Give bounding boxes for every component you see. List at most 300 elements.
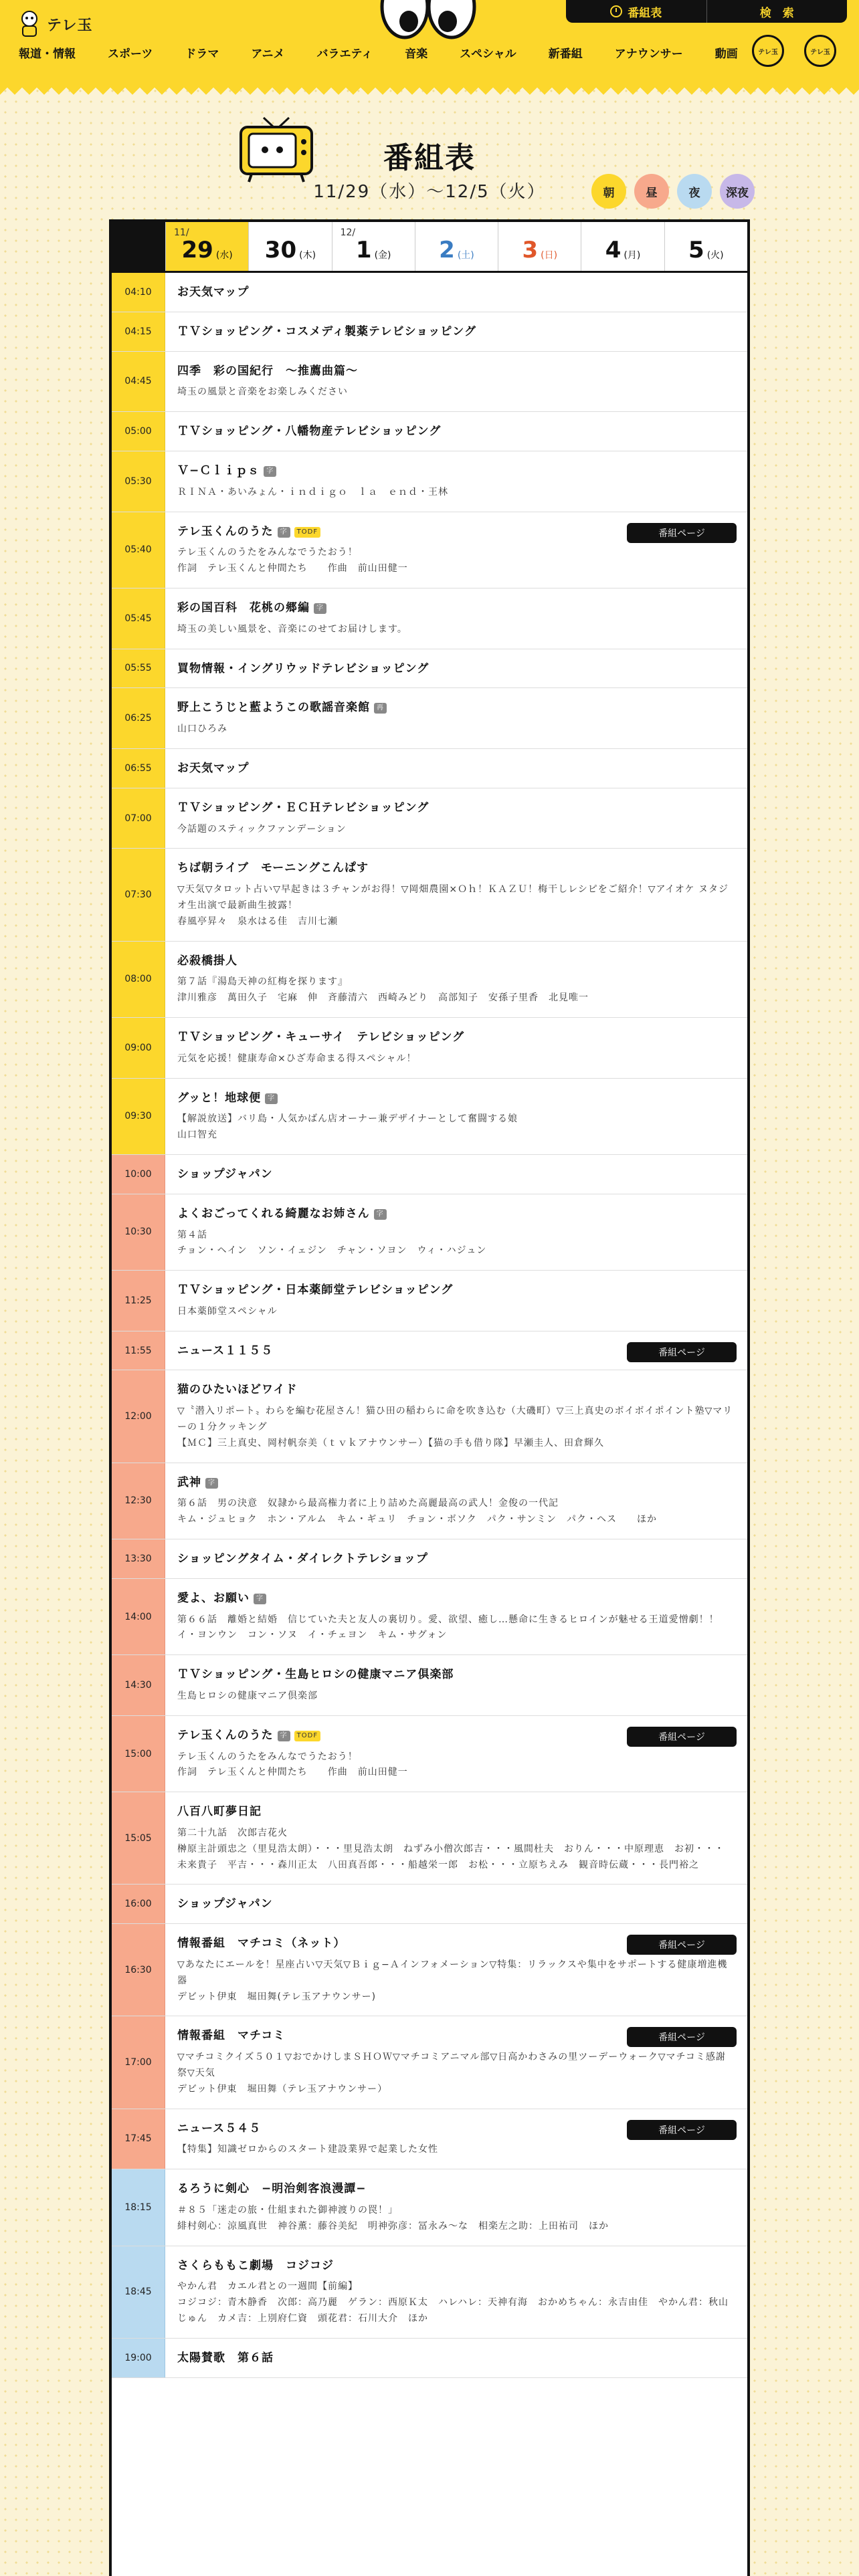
program-title[interactable]: 必殺橋掛人	[177, 954, 237, 968]
program-description	[177, 2279, 734, 2327]
program-body	[165, 1194, 747, 1270]
schedule-link[interactable]	[566, 0, 706, 23]
program-row	[112, 788, 747, 849]
program-start-time: 16:30	[112, 1924, 165, 2016]
program-description-line: 緋村剣心：涼風真世 神谷薫：藤谷美紀 明神弥彦：冨永み〜な 相楽左之助：上田祐司 ほか	[177, 2220, 609, 2232]
program-title-line[interactable]	[177, 1167, 734, 1183]
program-title[interactable]: ＴＶショッピング・生島ヒロシの健康マニア倶楽部	[177, 1668, 454, 1682]
program-title[interactable]: ニュース１１５５	[177, 1344, 274, 1358]
program-body	[165, 1792, 747, 1884]
program-body	[165, 273, 747, 312]
program-description	[177, 822, 734, 838]
program-row	[112, 1716, 747, 1792]
program-start-time: 11:55	[112, 1331, 165, 1370]
program-body	[165, 2109, 747, 2169]
program-body	[165, 1370, 747, 1462]
day-tab-weekday: (火)	[706, 250, 724, 261]
program-body	[165, 451, 747, 512]
program-description-line: 埼玉の風景と音楽をお楽しみください	[177, 387, 348, 398]
program-row	[112, 2016, 747, 2109]
program-start-time: 07:30	[112, 849, 165, 940]
program-title[interactable]: ショップジャパン	[177, 1167, 273, 1181]
program-description	[177, 882, 734, 930]
program-row	[112, 1155, 747, 1194]
nav-item-announcers[interactable]: アナウンサー	[614, 47, 683, 61]
program-description	[177, 1826, 734, 1873]
program-badge: 字	[374, 1209, 387, 1220]
program-body	[165, 1716, 747, 1792]
site-logo[interactable]	[17, 4, 98, 44]
program-description-line: ▽天気▽タロット占い▽早起きは３チャンがお得！▽岡畑農園×Ｏｈ！ＫＡＺＵ！梅干しレシピをご紹介！▽アイオケ ヌタジオ生出演で最新曲生披露！	[177, 884, 729, 911]
program-row	[112, 273, 747, 312]
page-title: 番組表	[383, 141, 476, 175]
program-description	[177, 1496, 734, 1528]
program-description-line: 生島ヒロシの健康マニア倶楽部	[177, 1691, 318, 1702]
program-title-line[interactable]	[177, 2258, 734, 2274]
day-tab-date: 2	[439, 237, 455, 263]
program-title-line[interactable]	[177, 1091, 734, 1107]
program-title[interactable]: ＴＶショッピング・ＥＣＨテレビショッピング	[177, 800, 430, 815]
nav-item-drama[interactable]: ドラマ	[185, 47, 219, 61]
program-body	[165, 849, 747, 940]
program-badge: 字	[264, 466, 276, 477]
program-row	[112, 1079, 747, 1155]
program-start-time: 05:30	[112, 451, 165, 512]
day-tab-date: 5	[688, 237, 704, 263]
program-description	[177, 1957, 734, 2005]
schedule-link-label: 番組表	[628, 6, 662, 20]
program-row	[112, 1655, 747, 1716]
evening-button[interactable]	[677, 174, 712, 209]
program-description-line: テレ玉くんのうたをみんなでうたおう！	[177, 547, 358, 558]
program-description-line: 第６６話 離婚と結婚 信じていた夫と友人の裏切り。愛、欲望、癒し…懸命に生きるヒロインが魅せる王道愛憎劇！！	[177, 1614, 719, 1625]
noon-button[interactable]	[634, 174, 669, 209]
program-row	[112, 352, 747, 413]
program-title-line[interactable]	[177, 285, 734, 301]
program-title[interactable]: るろうに剣心 −明治剣客浪漫譚−	[177, 2182, 367, 2196]
program-start-time: 17:00	[112, 2016, 165, 2108]
program-description	[177, 385, 734, 401]
program-title-line[interactable]	[177, 661, 734, 677]
program-title[interactable]: ショップジャパン	[177, 1897, 273, 1911]
program-body	[165, 1579, 747, 1654]
program-description-line: チョン・ヘイン ソン・イェジン チャン・ソヨン ウィ・ハジュン	[177, 1245, 487, 1257]
radio-channel-icon[interactable]	[804, 35, 836, 67]
program-description-line: ＃８５「迷走の旅・仕組まれた御神渡りの罠！」	[177, 2204, 398, 2216]
program-body	[165, 2169, 747, 2245]
nav-item-variety[interactable]: バラエティ	[316, 47, 373, 61]
day-tab-weekday: (月)	[624, 250, 641, 261]
program-page-button[interactable]: 番組ページ	[627, 523, 737, 543]
day-tab-weekday: (日)	[541, 250, 558, 261]
day-tab[interactable]	[165, 222, 248, 271]
nav-item-videos[interactable]: 動画	[714, 47, 738, 61]
program-body	[165, 788, 747, 849]
program-start-time: 12:30	[112, 1463, 165, 1539]
day-tab-weekday: (土)	[457, 250, 474, 261]
program-description-line: 【ＭＣ】三上真史、岡村帆奈美（ｔｖｋアナウンサー）【猫の手も借り隊】早瀬圭人、田倉輝久	[177, 1437, 604, 1448]
program-description-line: イ・ヨンウン コン・ソヌ イ・チェヨン キム・サグォン	[177, 1630, 448, 1641]
program-start-time: 10:00	[112, 1155, 165, 1194]
day-tab[interactable]	[664, 222, 747, 271]
program-title[interactable]: テレ玉くんのうた	[177, 524, 274, 538]
program-row	[112, 1792, 747, 1885]
program-start-time: 16:00	[112, 1885, 165, 1923]
program-description	[177, 1228, 734, 1260]
program-row	[112, 1271, 747, 1331]
program-description-line: 山口智充	[177, 1130, 217, 1141]
program-title-line[interactable]	[177, 1382, 734, 1398]
evening-button-label: 夜	[688, 186, 700, 200]
program-body	[165, 2339, 747, 2377]
program-body	[165, 1463, 747, 1539]
program-start-time: 18:15	[112, 2169, 165, 2245]
day-tab-weekday: (木)	[299, 250, 316, 261]
program-title[interactable]: 情報番組 マチコミ	[177, 2029, 286, 2043]
program-badge: 再	[374, 703, 387, 714]
program-description-line: 【特集】知識ゼロからのスタート建設業界で起業した女性	[177, 2144, 438, 2155]
program-row	[112, 412, 747, 451]
program-body	[165, 2016, 747, 2108]
day-tab[interactable]	[415, 222, 498, 271]
program-title[interactable]: お天気マップ	[177, 286, 250, 299]
program-body	[165, 649, 747, 688]
day-tabs	[112, 222, 747, 273]
program-body	[165, 512, 747, 588]
mascot-eyes-icon	[378, 0, 478, 40]
program-body	[165, 352, 747, 412]
nav-icon-group	[752, 35, 836, 67]
program-page-button[interactable]: 番組ページ	[627, 2027, 737, 2047]
program-badge: TODF	[294, 1731, 320, 1741]
program-row	[112, 942, 747, 1018]
program-start-time: 08:00	[112, 942, 165, 1017]
program-description-line: 作詞 テレ玉くんと仲間たち 作曲 前山田健一	[177, 563, 408, 574]
program-body	[165, 588, 747, 649]
program-row	[112, 512, 747, 588]
program-page-button[interactable]: 番組ページ	[627, 1342, 737, 1362]
day-tab-month: 11/	[174, 227, 189, 238]
program-body	[165, 1018, 747, 1078]
program-badge: 字	[314, 603, 326, 614]
day-tab-date: 29	[181, 237, 213, 263]
program-title[interactable]: ちば朝ライブ モーニングこんぱす	[177, 861, 369, 875]
program-description	[177, 2142, 734, 2158]
search-link[interactable]	[706, 0, 848, 23]
top-links	[566, 0, 847, 23]
program-description-line: ＲＩＮＡ・あいみょん・ｉｎｄｉｇｏ ｌａ ｅｎｄ・王林	[177, 486, 448, 498]
day-tab[interactable]	[332, 222, 415, 271]
program-row	[112, 1370, 747, 1463]
program-description-line: やかん君 カエル君との一週間【前編】	[177, 2281, 358, 2292]
program-description-line: 埼玉の美しい風景を、音楽にのせてお届けします。	[177, 623, 407, 635]
program-description	[177, 2050, 734, 2097]
program-title[interactable]: ＴＶショッピング・コスメディ製薬テレビショッピング	[177, 324, 476, 338]
day-tab-month: 12/	[340, 227, 356, 238]
program-row	[112, 2246, 747, 2339]
program-description	[177, 722, 734, 738]
program-start-time: 17:45	[112, 2109, 165, 2169]
noon-button-label: 昼	[646, 186, 658, 200]
program-description-line: キム・ジュヒョク ホン・アルム キム・ギュリ チョン・ボソク パク・サンミン パク・ヘス ほか	[177, 1514, 658, 1525]
program-badge: TODF	[294, 527, 320, 538]
day-tab[interactable]	[581, 222, 664, 271]
program-start-time: 14:30	[112, 1655, 165, 1715]
program-badge: 字	[278, 1731, 290, 1741]
program-title[interactable]: よくおごってくれる綺麗なお姉さん	[177, 1206, 370, 1220]
day-tab-weekday: (金)	[374, 250, 391, 261]
program-title-line[interactable]	[177, 1551, 734, 1568]
program-row	[112, 451, 747, 512]
program-start-time: 10:30	[112, 1194, 165, 1270]
program-row	[112, 1885, 747, 1924]
day-tab-weekday: (水)	[215, 250, 233, 261]
program-description-line: ▽マチコミクイズ５０１▽おでかけしまＳＨＯＷ▽マチコミアニマル部▽日高かわさみの里ツーデーウォーク▽マチコミ感謝祭▽天気	[177, 2052, 726, 2078]
main-nav	[19, 40, 770, 65]
program-title-line[interactable]	[177, 1206, 734, 1222]
header-zigzag-edge	[0, 80, 859, 95]
nav-item-anime[interactable]: アニメ	[251, 47, 285, 61]
program-description-line: 山口ひろみ	[177, 724, 227, 735]
program-row	[112, 1194, 747, 1271]
program-body	[165, 749, 747, 788]
program-description-line: 元気を応援！健康寿命×ひざ寿命まる得スペシャル！	[177, 1053, 417, 1064]
program-description-line: ▽〝潜入リポート〟わらを編む花屋さん！猫ひ田の稲わらに命を吹き込む（大磯町）▽三上真史のボイボイポイント塾▽マリーの１分クッキング	[177, 1406, 733, 1433]
program-title[interactable]: テレ玉くんのうた	[177, 1728, 274, 1742]
morning-button[interactable]	[591, 174, 626, 209]
program-body	[165, 1271, 747, 1331]
program-title[interactable]: 八百八町夢日記	[177, 1805, 262, 1819]
day-tab-date: 3	[522, 237, 539, 263]
nav-item-sports[interactable]: スポーツ	[108, 47, 153, 61]
nav-item-new-programs[interactable]: 新番組	[548, 47, 583, 61]
late-night-button[interactable]	[720, 174, 755, 209]
program-start-time: 11:25	[112, 1271, 165, 1331]
program-description-line: 第６話 男の決意 奴隷から最高権力者に上り詰めた高麗最高の武人！金俊の一代記	[177, 1498, 559, 1509]
day-tab-date: 1	[355, 237, 372, 263]
program-description-line: テレ玉くんのうたをみんなでうたおう！	[177, 1751, 358, 1762]
program-title[interactable]: 四季 彩の国紀行 〜推薦曲篇〜	[177, 364, 358, 378]
program-start-time: 19:00	[112, 2339, 165, 2377]
program-body	[165, 1885, 747, 1923]
program-row	[112, 2169, 747, 2246]
program-body	[165, 1155, 747, 1194]
program-title-line[interactable]	[177, 1667, 734, 1683]
program-description	[177, 1689, 734, 1705]
program-start-time: 18:45	[112, 2246, 165, 2338]
program-description	[177, 974, 734, 1006]
program-body	[165, 1539, 747, 1578]
program-title-line[interactable]	[177, 954, 734, 970]
program-description-line: デビット伊東 堀田舞（テレ玉アナウンサー）	[177, 2083, 388, 2095]
program-body	[165, 2246, 747, 2338]
program-description-line: 作詞 テレ玉くんと仲間たち 作曲 前山田健一	[177, 1767, 408, 1778]
program-start-time: 04:45	[112, 352, 165, 412]
program-row	[112, 1924, 747, 2016]
tv-channel-icon-label: テレ玉	[758, 48, 778, 56]
program-start-time: 04:15	[112, 312, 165, 351]
program-title[interactable]: ＴＶショッピング・日本薬師堂テレビショッピング	[177, 1283, 454, 1297]
program-description-line: 津川雅彦 萬田久子 宅麻 伸 斉藤清六 西崎みどり 高部知子 安孫子里香 北見唯一	[177, 992, 589, 1004]
program-row	[112, 1331, 747, 1371]
day-tabs-corner	[112, 222, 165, 271]
program-row	[112, 849, 747, 941]
nav-item-music[interactable]: 音楽	[405, 47, 428, 61]
program-description-line: 春風亭昇々 泉水はる佳 吉川七瀬	[177, 916, 338, 927]
program-row	[112, 749, 747, 788]
program-start-time: 05:00	[112, 412, 165, 451]
program-title-line[interactable]	[177, 601, 734, 617]
program-start-time: 09:30	[112, 1079, 165, 1154]
program-row	[112, 2339, 747, 2378]
program-title-line[interactable]	[177, 2181, 734, 2197]
radio-channel-icon-label: テレ玉	[810, 48, 830, 56]
program-description-line: 第４話	[177, 1229, 207, 1241]
program-row	[112, 688, 747, 749]
program-title-line[interactable]	[177, 1030, 734, 1046]
program-body	[165, 942, 747, 1017]
program-row	[112, 1579, 747, 1655]
date-range: 11/29（水）〜12/5（火）	[313, 182, 546, 202]
program-title[interactable]: ニュース５４５	[177, 2121, 262, 2135]
program-description	[177, 1111, 734, 1144]
day-tab[interactable]	[498, 222, 581, 271]
nav-item-special[interactable]: スペシャル	[460, 47, 516, 61]
day-tab-date: 30	[264, 237, 297, 263]
program-body	[165, 412, 747, 451]
program-start-time: 04:10	[112, 273, 165, 312]
day-tab[interactable]	[248, 222, 331, 271]
time-band-buttons	[591, 174, 755, 209]
program-title-line[interactable]	[177, 700, 734, 716]
program-start-time: 06:25	[112, 688, 165, 748]
program-row	[112, 1539, 747, 1579]
program-description-line: ▽あなたにエールを！星座占い▽天気▽Ｂｉｇ−Ａインフォメーション▽特集：リラックスや集中をサポートする健康増進機器	[177, 1959, 728, 1986]
program-row	[112, 649, 747, 689]
program-title[interactable]: Ｖ−Ｃｌｉｐｓ	[177, 463, 260, 477]
program-description-line: 日本薬師堂スペシャル	[177, 1305, 278, 1317]
program-description-line: 榊原主計頭忠之（里見浩太朗）・・・里見浩太朗 ねずみ小僧次郎吉・・・風間杜夫 おりん・・・中原理恵 お初・・・未来貴子 平吉・・・森川正太 八田真吾郎・・・船越栄一郎 お松・・・立原ちえみ 観音時伝蔵・・・長門裕之	[177, 1843, 725, 1870]
logo-text: テレ玉	[47, 17, 93, 34]
program-description	[177, 545, 734, 577]
morning-button-label: 朝	[603, 186, 615, 200]
program-description	[177, 1612, 734, 1644]
program-title[interactable]: 武神	[177, 1475, 201, 1489]
program-badge: 字	[205, 1478, 218, 1489]
program-title[interactable]: ＴＶショッピング・八幡物産テレビショッピング	[177, 425, 442, 439]
program-start-time: 12:00	[112, 1370, 165, 1462]
program-title-line[interactable]	[177, 424, 734, 440]
program-description	[177, 622, 734, 638]
program-title[interactable]: お天気マップ	[177, 761, 250, 775]
program-start-time: 06:55	[112, 749, 165, 788]
program-description	[177, 1749, 734, 1782]
program-description	[177, 1304, 734, 1320]
program-title[interactable]: グッと！地球便	[177, 1091, 262, 1105]
program-description-line: 第７話『湯島天神の紅梅を探ります』	[177, 976, 348, 988]
program-description	[177, 485, 734, 501]
program-description	[177, 1404, 734, 1451]
program-title-line[interactable]	[177, 1283, 734, 1299]
program-title-line[interactable]	[177, 1804, 734, 1820]
program-body	[165, 312, 747, 351]
program-title-line[interactable]	[177, 800, 734, 817]
clock-icon	[610, 5, 622, 17]
program-title-line[interactable]	[177, 761, 734, 777]
tv-channel-icon[interactable]	[752, 35, 784, 67]
program-start-time: 05:40	[112, 512, 165, 588]
program-title[interactable]: 情報番組 マチコミ（ネット）	[177, 1937, 346, 1951]
program-title[interactable]: ＴＶショッピング・キューサイ テレビショッピング	[177, 1030, 465, 1044]
program-title-line[interactable]	[177, 1591, 734, 1607]
program-start-time: 09:00	[112, 1018, 165, 1078]
program-title-line[interactable]	[177, 324, 734, 340]
program-row	[112, 1463, 747, 1539]
program-start-time: 05:55	[112, 649, 165, 688]
program-start-time: 13:30	[112, 1539, 165, 1578]
program-title-line[interactable]	[177, 1897, 734, 1913]
program-title-line[interactable]	[177, 364, 734, 380]
program-body	[165, 1079, 747, 1154]
nav-item-news[interactable]: 報道・情報	[19, 47, 76, 61]
program-start-time: 15:00	[112, 1716, 165, 1792]
search-link-label: 検 索	[759, 6, 794, 20]
program-title[interactable]: 買物情報・イングリウッドテレビショッピング	[177, 661, 430, 675]
program-body	[165, 1655, 747, 1715]
program-description-line: 【解説放送】バリ島・人気かばん店オーナー兼デザイナーとして奮闘する娘	[177, 1113, 518, 1125]
program-page-button[interactable]: 番組ページ	[627, 1935, 737, 1955]
program-schedule	[109, 219, 750, 2576]
program-title[interactable]: ショッピングタイム・ダイレクトテレショップ	[177, 1552, 428, 1566]
program-start-time: 15:05	[112, 1792, 165, 1884]
program-title[interactable]: さくらももこ劇場 コジコジ	[177, 2258, 334, 2272]
program-badge: 字	[278, 527, 290, 538]
program-title[interactable]: 太陽賛歌 第６話	[177, 2351, 274, 2365]
day-tab-date: 4	[605, 237, 622, 263]
program-page-button[interactable]: 番組ページ	[627, 1727, 737, 1747]
program-title[interactable]: 猫のひたいほどワイド	[177, 1383, 298, 1397]
program-start-time: 07:00	[112, 788, 165, 849]
program-row	[112, 1018, 747, 1079]
mascot-logo-icon	[17, 9, 41, 39]
program-description-line: デビット伊東 堀田舞(テレ玉アナウンサー)	[177, 1991, 377, 2002]
program-title-line[interactable]	[177, 861, 734, 877]
program-description-line: コジコジ：青木静香 次郎：高乃麗 ゲラン：西原Ｋ太 ハレハレ：天神有海 おかめちゃん：永吉由佳 やかん君：秋山じゅん カメ吉：上別府仁資 頭花君：石川大介 ほか	[177, 2297, 729, 2324]
program-description-line: 第二十九話 次郎吉花火	[177, 1828, 288, 1839]
program-badge: 字	[254, 1594, 266, 1604]
program-description	[177, 1051, 734, 1067]
program-title-line[interactable]	[177, 1475, 734, 1491]
program-row	[112, 588, 747, 649]
program-body	[165, 1331, 747, 1370]
program-list	[112, 273, 747, 2378]
program-page-button[interactable]: 番組ページ	[627, 2120, 737, 2140]
program-start-time: 05:45	[112, 588, 165, 649]
program-row	[112, 2109, 747, 2170]
program-body	[165, 1924, 747, 2016]
program-start-time: 14:00	[112, 1579, 165, 1654]
program-badge: 字	[265, 1093, 278, 1104]
program-title[interactable]: 野上こうじと藍ようこの歌謡音楽館	[177, 701, 370, 715]
program-description	[177, 2203, 734, 2235]
program-title-line[interactable]	[177, 463, 734, 479]
program-body	[165, 688, 747, 748]
late-night-button-label: 深夜	[726, 186, 749, 200]
program-title[interactable]: 愛よ、お願い	[177, 1591, 250, 1605]
program-row	[112, 312, 747, 352]
program-title[interactable]: 彩の国百科 花桃の郷編	[177, 601, 310, 615]
program-title-line[interactable]	[177, 2351, 734, 2367]
